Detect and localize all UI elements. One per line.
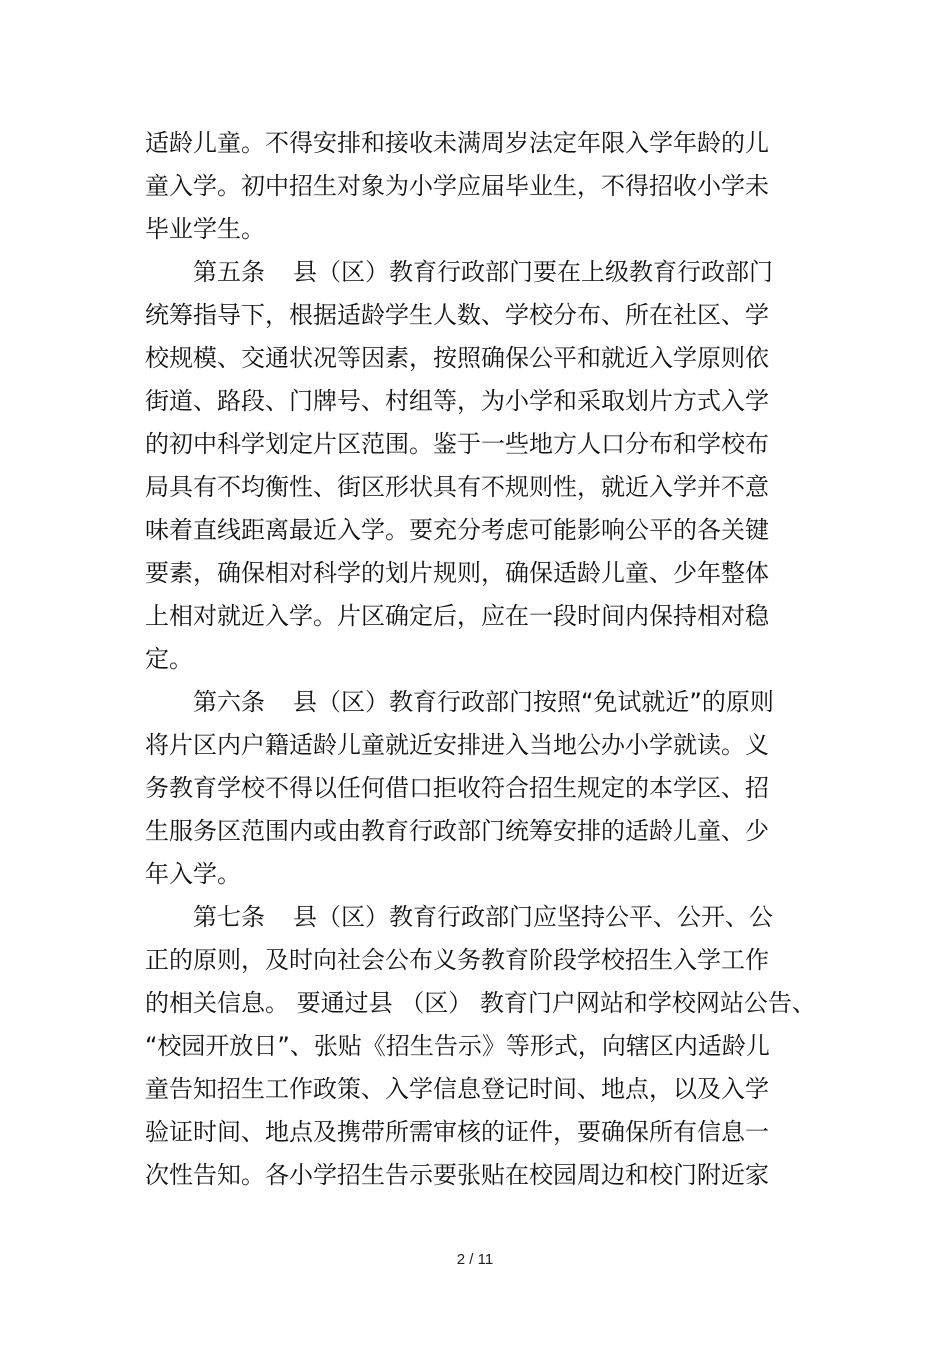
text-line: 将片区内户籍适龄儿童就近安排进入当地公办小学就读。义 — [145, 731, 769, 759]
text-line: “校园开放日”、张贴《招生告示》等形式，向辖区内适龄儿 — [145, 1032, 770, 1060]
text-line: 统筹指导下，根据适龄学生人数、学校分布、所在社区、学 — [145, 301, 769, 329]
text-line: 童入学。初中招生对象为小学应届毕业生，不得招收小学未 — [145, 172, 769, 200]
text-line: 生服务区范围内或由教育行政部门统筹安排的适龄儿童、少 — [145, 817, 769, 845]
article-7-heading: 第七条 — [193, 903, 265, 931]
text-line: 定。 — [145, 645, 193, 673]
page-number: 2 / 11 — [456, 1251, 494, 1268]
article-5-first-line — [193, 260, 773, 284]
text-line: 务教育学校不得以任何借口拒收符合招生规定的本学区、招 — [145, 774, 769, 802]
text-line: 年入学。 — [145, 860, 241, 888]
text-line: 校规模、交通状况等因素，按照确保公平和就近入学原则依 — [145, 344, 769, 372]
text-line: 县（区）教育行政部门按照“免试就近”的原则 — [293, 688, 774, 716]
text-line: 毕业学生。 — [145, 215, 265, 243]
text-line: 街道、路段、门牌号、村组等，为小学和采取划片方式入学 — [145, 387, 769, 415]
text-line: 局具有不均衡性、街区形状具有不规则性，就近入学并不意 — [145, 473, 769, 501]
text-line: 的初中科学划定片区范围。鉴于一些地方人口分布和学校布 — [145, 430, 769, 458]
text-line: 上相对就近入学。片区确定后，应在一段时间内保持相对稳 — [145, 602, 769, 630]
text-line: 童告知招生工作政策、入学信息登记时间、地点，以及入学 — [145, 1075, 769, 1103]
text-line: 正的原则，及时向社会公布义务教育阶段学校招生入学工作 — [145, 946, 769, 974]
text-line: 县（区）教育行政部门应坚持公平、公开、公 — [293, 903, 773, 931]
text-line: 要素，确保相对科学的划片规则，确保适龄儿童、少年整体 — [145, 559, 769, 587]
text-line: 适龄儿童。不得安排和接收未满周岁法定年限入学年龄的儿 — [145, 129, 769, 157]
text-line: 次性告知。各小学招生告示要张贴在校园周边和校门附近家 — [145, 1161, 769, 1189]
article-5-heading: 第五条 — [193, 258, 265, 286]
article-6-first-line — [193, 690, 774, 714]
text-line: 的相关信息。 要通过县 （区） 教育门户网站和学校网站公告、 — [145, 989, 816, 1017]
text-line: 验证时间、地点及携带所需审核的证件，要确保所有信息一 — [145, 1118, 769, 1146]
text-line: 县（区）教育行政部门要在上级教育行政部门 — [293, 258, 773, 286]
text-line: 味着直线距离最近入学。要充分考虑可能影响公平的各关键 — [145, 516, 769, 544]
article-7-first-line — [193, 905, 773, 929]
article-6-heading: 第六条 — [193, 688, 265, 716]
